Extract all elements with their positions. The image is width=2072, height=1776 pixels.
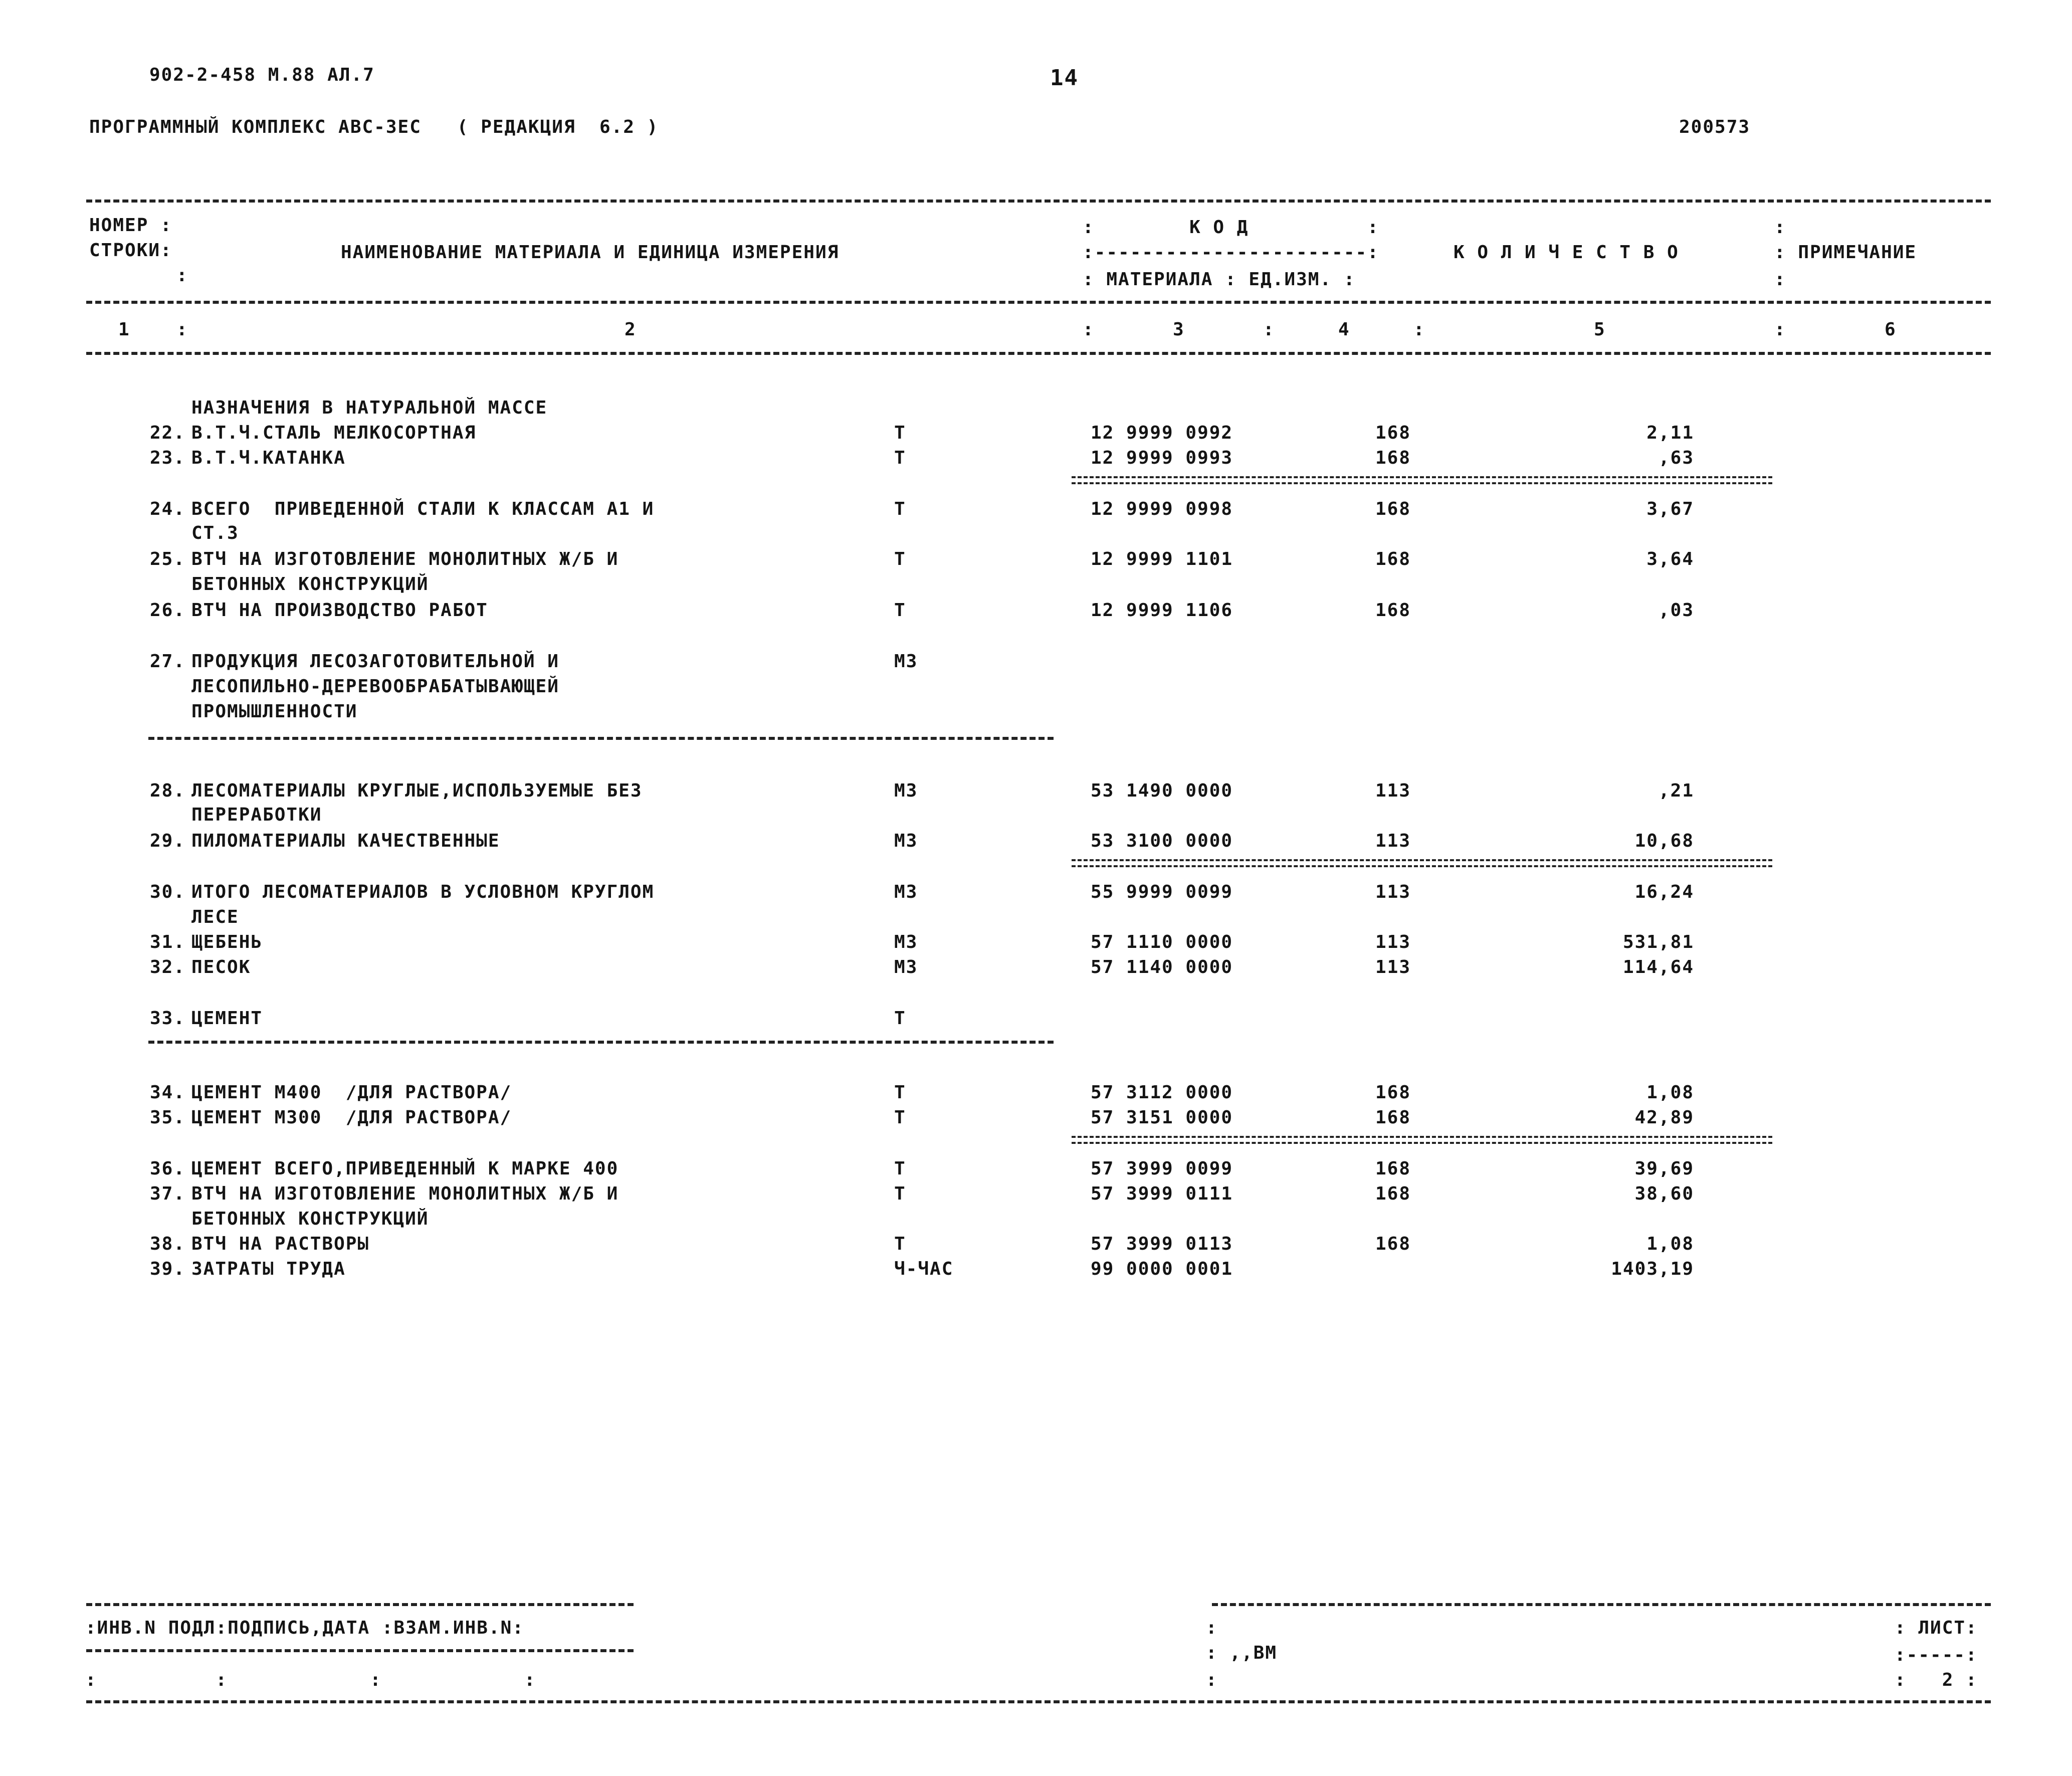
row-quantity: 1,08: [1646, 1082, 1694, 1103]
row-code: 12 9999 0998: [1091, 499, 1233, 519]
row-name-cont: ПРОМЫШЛЕННОСТИ: [191, 701, 358, 722]
header-quantity: К О Л И Ч Е С Т В О: [1454, 242, 1679, 263]
col-sep-1: :: [176, 319, 188, 340]
col-sep-2: :: [1083, 319, 1095, 340]
row-name: ЦЕМЕНТ ВСЕГО,ПРИВЕДЕННЫЙ К МАРКЕ 400: [191, 1158, 619, 1179]
row-name: В.Т.Ч.КАТАНКА: [191, 448, 346, 468]
row-name: ВТЧ НА ИЗГОТОВЛЕНИЕ МОНОЛИТНЫХ Ж/Б И: [191, 1183, 619, 1204]
row-quantity: 38,60: [1634, 1183, 1694, 1204]
stamp-header: :ИНВ.N ПОДЛ:ПОДПИСЬ,ДАТА :ВЗАМ.ИНВ.N:: [85, 1618, 524, 1638]
row-name: ЦЕМЕНТ М300 /ДЛЯ РАСТВОРА/: [191, 1107, 512, 1128]
row-name: ПЕСОК: [191, 957, 251, 977]
sheet-label: : ЛИСТ:: [1895, 1618, 1978, 1638]
col-sep-3: :: [1263, 319, 1275, 340]
row-unit: Т: [894, 1082, 906, 1103]
row-unit-code: 168: [1375, 423, 1411, 443]
total-rule: [1072, 1136, 1772, 1144]
row-number: 34.: [149, 1082, 185, 1103]
row-code: 53 3100 0000: [1091, 831, 1233, 851]
row-quantity: 39,69: [1634, 1158, 1694, 1179]
row-quantity: 16,24: [1634, 882, 1694, 902]
row-name: ЛЕСОМАТЕРИАЛЫ КРУГЛЫЕ,ИСПОЛЬЗУЕМЫЕ БЕЗ: [191, 780, 643, 801]
row-code: 12 9999 1106: [1091, 600, 1233, 621]
row-name: ЦЕМЕНТ М400 /ДЛЯ РАСТВОРА/: [191, 1082, 512, 1103]
total-rule: [1072, 476, 1772, 484]
row-unit: М3: [894, 882, 918, 902]
row-name: ВТЧ НА ИЗГОТОВЛЕНИЕ МОНОЛИТНЫХ Ж/Б И: [191, 549, 619, 569]
row-unit: Т: [894, 600, 906, 621]
row-number: 36.: [149, 1158, 185, 1179]
row-unit: М3: [894, 651, 918, 672]
row-name: ВСЕГО ПРИВЕДЕННОЙ СТАЛИ К КЛАССАМ А1 И: [191, 499, 655, 519]
row-unit: Т: [894, 423, 906, 443]
row-name: ВТЧ НА РАСТВОРЫ: [191, 1234, 370, 1254]
row-unit-code: 113: [1375, 882, 1411, 902]
footer-bottom-rule: [86, 1700, 1991, 1703]
row-number: 25.: [149, 549, 185, 569]
frame-left-top: :: [1206, 1618, 1218, 1638]
col-num-3: 3: [1173, 319, 1185, 340]
row-name: ЗАТРАТЫ ТРУДА: [191, 1259, 346, 1279]
row-name: ПИЛОМАТЕРИАЛЫ КАЧЕСТВЕННЫЕ: [191, 831, 500, 851]
row-unit-code: 113: [1375, 780, 1411, 801]
row-quantity: ,63: [1658, 448, 1694, 468]
header-note-separator-bottom: :: [1774, 269, 1786, 290]
row-number: 32.: [149, 957, 185, 977]
row-unit-code: 168: [1375, 1158, 1411, 1179]
stamp-top-rule: [86, 1603, 634, 1606]
col-sep-5: :: [1774, 319, 1786, 340]
row-unit: М3: [894, 957, 918, 977]
col-num-4: 4: [1338, 319, 1350, 340]
row-number: 37.: [149, 1183, 185, 1204]
row-unit: Т: [894, 1107, 906, 1128]
col-sep-4: :: [1413, 319, 1425, 340]
stamp-mid-rule: [86, 1649, 634, 1652]
col-num-1: 1: [118, 319, 130, 340]
header-bottom-rule: [86, 352, 1991, 355]
row-unit: Т: [894, 1008, 906, 1029]
row-quantity: 42,89: [1634, 1107, 1694, 1128]
row-code: 12 9999 0993: [1091, 448, 1233, 468]
frame-left-bottom: :: [1206, 1670, 1218, 1690]
row-code: 12 9999 1101: [1091, 549, 1233, 569]
row-unit: Т: [894, 1183, 906, 1204]
program-title: ПРОГРАММНЫЙ КОМПЛЕКС АВС-3ЕС ( РЕДАКЦИЯ 6.2 ): [89, 117, 659, 137]
row-number: 35.: [149, 1107, 185, 1128]
row-unit-code: 168: [1375, 600, 1411, 621]
sheet-number: : 2 :: [1895, 1670, 1978, 1690]
row-number: 22.: [149, 423, 185, 443]
row-quantity: ,21: [1658, 780, 1694, 801]
header-number-line1: НОМЕР :: [89, 215, 172, 236]
row-name-cont: ЛЕСЕ: [191, 907, 239, 927]
section-intro: НАЗНАЧЕНИЯ В НАТУРАЛЬНОЙ МАССЕ: [191, 398, 548, 418]
row-name: ИТОГО ЛЕСОМАТЕРИАЛОВ В УСЛОВНОМ КРУГЛОМ: [191, 882, 655, 902]
row-code: 57 3999 0099: [1091, 1158, 1233, 1179]
header-material-name: НАИМЕНОВАНИЕ МАТЕРИАЛА И ЕДИНИЦА ИЗМЕРЕНИЯ: [341, 242, 840, 263]
row-number: 38.: [149, 1234, 185, 1254]
header-note: : ПРИМЕЧАНИЕ: [1774, 242, 1917, 263]
row-unit-code: 113: [1375, 957, 1411, 977]
row-code: 57 3999 0113: [1091, 1234, 1233, 1254]
row-name-cont: ПЕРЕРАБОТКИ: [191, 805, 322, 825]
header-number-line2: СТРОКИ:: [89, 240, 172, 261]
row-unit-code: 168: [1375, 549, 1411, 569]
header-code-divider: :-----------------------:: [1083, 242, 1379, 263]
row-quantity: ,03: [1658, 600, 1694, 621]
row-unit-code: 113: [1375, 831, 1411, 851]
row-name: ВТЧ НА ПРОИЗВОДСТВО РАБОТ: [191, 600, 488, 621]
row-code: 53 1490 0000: [1091, 780, 1233, 801]
row-name: В.Т.Ч.СТАЛЬ МЕЛКОСОРТНАЯ: [191, 423, 477, 443]
row-quantity: 1403,19: [1611, 1259, 1694, 1279]
row-name: ЩЕБЕНЬ: [191, 932, 263, 952]
row-number: 28.: [149, 780, 185, 801]
group-rule: [148, 1041, 1054, 1044]
document-code: 902-2-458 М.88 АЛ.7: [149, 65, 375, 85]
row-unit-code: 168: [1375, 1107, 1411, 1128]
row-unit-code: 168: [1375, 1082, 1411, 1103]
row-unit: Т: [894, 549, 906, 569]
header-top-rule: [86, 200, 1991, 203]
row-name: ПРОДУКЦИЯ ЛЕСОЗАГОТОВИТЕЛЬНОЙ И: [191, 651, 559, 672]
row-unit: М3: [894, 831, 918, 851]
row-code: 57 1110 0000: [1091, 932, 1233, 952]
row-code: 57 3999 0111: [1091, 1183, 1233, 1204]
col-num-5: 5: [1594, 319, 1606, 340]
row-quantity: 3,67: [1646, 499, 1694, 519]
row-quantity: 1,08: [1646, 1234, 1694, 1254]
row-unit: Т: [894, 1158, 906, 1179]
row-code: 57 3112 0000: [1091, 1082, 1233, 1103]
row-name-cont: БЕТОННЫХ КОНСТРУКЦИЙ: [191, 574, 429, 595]
header-number-line3: :: [176, 265, 188, 286]
row-number: 30.: [149, 882, 185, 902]
header-mid-rule: [86, 301, 1991, 304]
row-number: 23.: [149, 448, 185, 468]
frame-mark: : ,,ВМ: [1206, 1643, 1278, 1663]
stamp-cells: : : : :: [85, 1670, 536, 1690]
row-quantity: 2,11: [1646, 423, 1694, 443]
row-name-cont: БЕТОННЫХ КОНСТРУКЦИЙ: [191, 1209, 429, 1229]
row-number: 39.: [149, 1259, 185, 1279]
row-code: 12 9999 0992: [1091, 423, 1233, 443]
col-num-2: 2: [625, 319, 637, 340]
row-name: ЦЕМЕНТ: [191, 1008, 263, 1029]
row-code: 57 3151 0000: [1091, 1107, 1233, 1128]
header-code-title: : К О Д :: [1083, 217, 1379, 238]
total-rule: [1072, 859, 1772, 867]
row-number: 31.: [149, 932, 185, 952]
row-unit-code: 168: [1375, 1183, 1411, 1204]
row-unit: М3: [894, 780, 918, 801]
row-code: 57 1140 0000: [1091, 957, 1233, 977]
row-unit: Ч-ЧАС: [894, 1259, 954, 1279]
row-unit-code: 168: [1375, 499, 1411, 519]
row-number: 29.: [149, 831, 185, 851]
col-num-6: 6: [1885, 319, 1897, 340]
row-number: 27.: [149, 651, 185, 672]
row-number: 24.: [149, 499, 185, 519]
row-quantity: 10,68: [1634, 831, 1694, 851]
header-code-subcolumns: : МАТЕРИАЛА : ЕД.ИЗМ. :: [1083, 269, 1356, 290]
row-unit-code: 113: [1375, 932, 1411, 952]
row-code: 99 0000 0001: [1091, 1259, 1233, 1279]
row-unit: М3: [894, 932, 918, 952]
page-number: 14: [1050, 65, 1079, 91]
header-note-separator-top: :: [1774, 217, 1786, 238]
group-rule: [148, 737, 1054, 740]
row-code: 55 9999 0099: [1091, 882, 1233, 902]
row-unit-code: 168: [1375, 448, 1411, 468]
row-name-cont: СТ.3: [191, 523, 239, 543]
row-unit: Т: [894, 1234, 906, 1254]
row-quantity: 531,81: [1622, 932, 1694, 952]
row-unit: Т: [894, 448, 906, 468]
row-quantity: 3,64: [1646, 549, 1694, 569]
document-id: 200573: [1679, 117, 1751, 137]
row-unit: Т: [894, 499, 906, 519]
row-number: 33.: [149, 1008, 185, 1029]
sheet-separator: :-----:: [1895, 1645, 1978, 1665]
row-unit-code: 168: [1375, 1234, 1411, 1254]
frame-top-rule: [1212, 1603, 1991, 1606]
row-quantity: 114,64: [1622, 957, 1694, 977]
row-name-cont: ЛЕСОПИЛЬНО-ДЕРЕВООБРАБАТЫВАЮЩЕЙ: [191, 676, 559, 697]
row-number: 26.: [149, 600, 185, 621]
